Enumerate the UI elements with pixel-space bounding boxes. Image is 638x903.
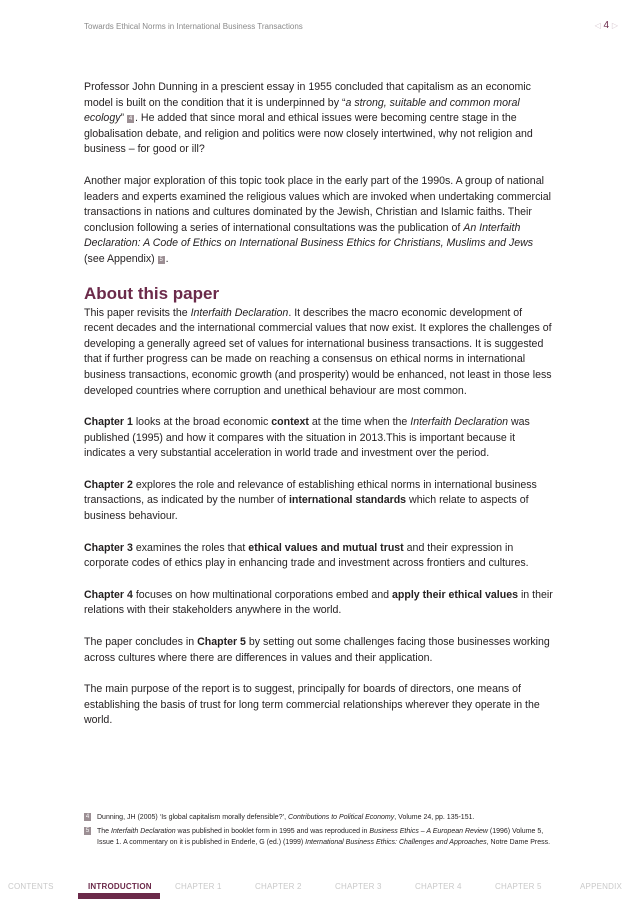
text-run: , Volume 24, pp. 135-151.: [394, 814, 475, 821]
footnotes: [84, 812, 554, 851]
running-header-title: Towards Ethical Norms in International Business Transactions: [84, 22, 303, 31]
text-run: in their relations with their stakeholders anywhere in the world.: [84, 588, 553, 617]
chapter-1-summary: [84, 415, 554, 462]
text-run: , Notre Dame Press.: [486, 839, 551, 846]
text-run: explores the role and relevance of establishing ethical norms in international business transactions, as indicated by the number of: [84, 478, 537, 507]
nav-chapter-1[interactable]: CHAPTER 1: [175, 882, 222, 891]
chapter-5-summary: [84, 635, 554, 666]
chapter-label: Chapter 5: [197, 636, 246, 649]
nav-introduction[interactable]: INTRODUCTION: [88, 882, 152, 891]
page-pager: [595, 20, 618, 31]
text-run: at the time when the: [308, 416, 411, 429]
text-run: was published (1995) and how it compares with the situation in 2013.This is important because it indicates a very substantial acceleration in world trade and investment over the period.: [84, 416, 530, 460]
footnote-text: [97, 812, 554, 823]
text-run: (1996) Volume 5, Issue 1. A commentary on it is published in Enderle, G (ed.) (1999): [97, 828, 544, 846]
section-heading: About this paper: [84, 283, 220, 303]
text-run: by setting out some challenges facing those businesses working across cultures where there are differences in values and their application.: [84, 636, 550, 664]
footnote-4: [84, 812, 554, 823]
text-run: ”: [120, 112, 125, 125]
chapter-label: Chapter 2: [84, 478, 133, 491]
previous-page-arrow-icon[interactable]: ◁: [594, 21, 601, 30]
about-paragraph: [84, 306, 554, 400]
text-run: Another major exploration of this topic took place in the early part of the 1990s. A group of national leaders and experts examined the religious values which are invoked when undertaking commercial transactions in nations and cultures dominated by the Jewish, Christian and Islamic faiths. Their conclusion following a series of international consultations was the publication of: [84, 174, 551, 234]
publication-title: Contributions to Political Economy: [288, 814, 395, 821]
nav-chapter-2[interactable]: CHAPTER 2: [255, 882, 302, 891]
next-page-arrow-icon[interactable]: ▷: [611, 21, 618, 30]
text-run: Professor John Dunning in a prescient essay in 1955 concluded that capitalism as an economic model is built on the condition that it is underpinned by “: [84, 81, 531, 109]
footnote-marker: 5: [85, 828, 90, 834]
closing-paragraph: The main purpose of the report is to suggest, principally for boards of directors, one means of establishing the basis of trust for long term commercial relationships wherever they operate in the world.: [84, 683, 540, 727]
text-run: The paper concludes in: [84, 636, 198, 649]
footnote-ref-5[interactable]: 5: [159, 256, 163, 263]
chapter-label: Chapter 3: [84, 541, 133, 554]
key-phrase: international standards: [288, 494, 407, 507]
publication-title: Business Ethics – A European Review: [369, 828, 488, 835]
text-run: was published in booklet form in 1995 and was reproduced in: [175, 828, 370, 835]
text-run: and their expression in corporate codes of ethics play in enhancing trade and investment across frontiers and cultures.: [84, 541, 529, 570]
text-run: looks at the broad economic: [132, 416, 272, 429]
key-phrase: ethical values and mutual trust: [248, 541, 404, 554]
nav-appendix[interactable]: APPENDIX: [580, 882, 623, 891]
text-run: (see Appendix): [84, 252, 155, 265]
page-number: 4: [603, 20, 610, 31]
text-run: focuses on how multinational corporations embed and: [132, 588, 392, 601]
key-phrase: context: [271, 416, 309, 429]
active-nav-indicator: [78, 893, 160, 899]
footnote-5: [84, 826, 554, 848]
key-phrase: apply their ethical values: [392, 588, 518, 601]
quote-text: a strong, suitable and common moral ecology: [84, 96, 520, 125]
text-run: . He added that since moral and ethical issues were becoming centre stage in the globalisation debate, and religion and politics were now closely intertwined, why not religion and business – for good or ill?: [84, 112, 533, 156]
publication-title: International Business Ethics: Challenges and Approaches: [305, 839, 487, 846]
text-run: The: [97, 828, 112, 835]
nav-chapter-5[interactable]: CHAPTER 5: [495, 882, 542, 891]
main-content: [84, 80, 554, 745]
nav-chapter-3[interactable]: CHAPTER 3: [335, 882, 382, 891]
text-run: which relate to aspects of business behaviour.: [84, 494, 529, 523]
text-run: This paper revisits the: [84, 306, 191, 319]
footnote-text: [97, 826, 554, 848]
chapter-label: Chapter 4: [84, 588, 133, 601]
publication-title: An Interfaith Declaration: A Code of Ethics on International Business Ethics for Christians, Muslims and Jews: [84, 221, 534, 250]
text-run: .: [165, 252, 169, 265]
intro-paragraph-1: [84, 80, 554, 158]
intro-paragraph-2: [84, 174, 554, 268]
publication-title: Interfaith Declaration: [111, 828, 176, 835]
text-run: Dunning, JH (2005) ‘Is global capitalism morally defensible?’,: [97, 814, 289, 821]
nav-chapter-4[interactable]: CHAPTER 4: [415, 882, 462, 891]
publication-title: Interfaith Declaration: [190, 306, 289, 319]
footnote-marker: 4: [85, 814, 90, 820]
chapter-label: Chapter 1: [84, 416, 133, 429]
chapter-2-summary: [84, 478, 554, 525]
footnote-ref-4[interactable]: 4: [128, 116, 133, 123]
publication-title: Interfaith Declaration: [410, 416, 508, 429]
chapter-4-summary: [84, 588, 554, 619]
nav-contents[interactable]: CONTENTS: [8, 882, 54, 891]
text-run: examines the roles that: [132, 541, 249, 554]
chapter-3-summary: [84, 541, 554, 572]
text-run: . It describes the macro economic development of recent decades and the international commercial values that now exist. It explores the challenges of developing a generally agreed set of values for international business transactions. It is suggested that if further progress can be made on reaching a consensus on ethical norms in international business transactions, economic growth (and prosperity) would be enhanced, not least in those less developed countries where corruption and unethical behaviour are most common.: [84, 306, 552, 397]
